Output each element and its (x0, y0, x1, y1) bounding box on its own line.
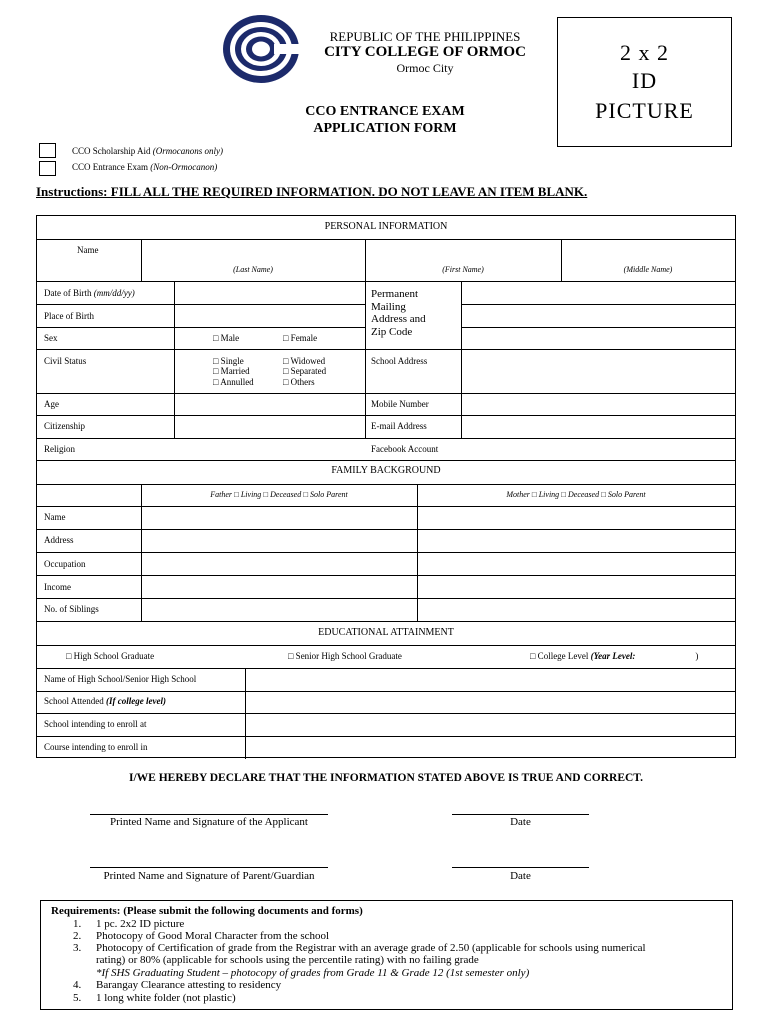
course-enroll-label: Course intending to enroll in (44, 742, 148, 752)
entrance-exam-option-label: CCO Entrance Exam (Non-Ormocanon) (72, 162, 218, 172)
req-num-1: 1. (73, 918, 82, 930)
applicant-signature-label: Printed Name and Signature of the Applicant (110, 816, 308, 828)
citizenship-label: Citizenship (44, 421, 85, 431)
sex-male-option[interactable]: □ Male (213, 333, 240, 343)
declaration: I/WE HEREBY DECLARE THAT THE INFORMATION STATED ABOVE IS TRUE AND CORRECT. (129, 772, 643, 784)
middle-name-caption: (Middle Name) (623, 265, 673, 274)
form-title-line2: APPLICATION FORM (313, 121, 457, 136)
form-title-line1: CCO ENTRANCE EXAM (305, 104, 465, 119)
scholarship-checkbox[interactable] (39, 143, 56, 158)
parent-date-label: Date (510, 870, 531, 882)
personal-info-heading: PERSONAL INFORMATION (324, 221, 448, 232)
req-item-4: Barangay Clearance attesting to residency (96, 979, 282, 991)
dob-label: Date of Birth (mm/dd/yy) (44, 288, 135, 298)
civil-status-label: Civil Status (44, 356, 87, 366)
applicant-date-line[interactable] (452, 814, 589, 815)
id-picture-box (557, 17, 732, 147)
hs-graduate-option[interactable]: □ High School Graduate (66, 651, 155, 661)
school-attended-label: School Attended (If college level) (44, 696, 166, 706)
pob-label: Place of Birth (44, 311, 94, 321)
req-num-2: 2. (73, 930, 82, 942)
school-enroll-label: School intending to enroll at (44, 719, 147, 729)
family-income-label: Income (44, 582, 71, 592)
family-address-label: Address (44, 535, 74, 545)
family-siblings-label: No. of Siblings (44, 604, 99, 614)
photo-size-label: 2 x 2 (620, 40, 669, 65)
req-item-3-cont: rating) or 80% (applicable for schools using the percentile rating) with no failing grade (96, 954, 479, 966)
sex-female-option[interactable]: □ Female (283, 333, 318, 343)
sex-label: Sex (44, 333, 58, 343)
parent-signature-line[interactable] (90, 867, 328, 868)
civil-annulled-option[interactable]: □ Annulled (213, 377, 254, 387)
first-name-caption: (First Name) (442, 265, 484, 274)
entrance-exam-checkbox[interactable] (39, 161, 56, 176)
facebook-label: Facebook Account (371, 444, 439, 454)
family-heading: FAMILY BACKGROUND (331, 465, 441, 476)
parent-date-line[interactable] (452, 867, 589, 868)
mother-header: Mother □ Living □ Deceased □ Solo Parent (506, 490, 646, 499)
family-occupation-label: Occupation (44, 559, 86, 569)
applicant-signature-line[interactable] (90, 814, 328, 815)
school-logo (222, 14, 300, 84)
civil-single-option[interactable]: □ Single (213, 356, 244, 366)
email-label: E-mail Address (371, 421, 427, 431)
form-table (36, 215, 736, 758)
city-name: Ormoc City (396, 61, 454, 75)
father-header: Father □ Living □ Deceased □ Solo Parent (210, 490, 348, 499)
req-num-3: 3. (73, 942, 82, 954)
religion-label: Religion (44, 444, 75, 454)
civil-separated-option[interactable]: □ Separated (283, 366, 327, 376)
instructions: Instructions: FILL ALL THE REQUIRED INFORMATION. DO NOT LEAVE AN ITEM BLANK. (36, 184, 588, 199)
last-name-caption: (Last Name) (233, 265, 273, 274)
photo-id-label: ID (631, 68, 658, 93)
req-item-1: 1 pc. 2x2 ID picture (96, 918, 185, 930)
family-name-label: Name (44, 512, 66, 522)
name-label: Name (77, 245, 99, 255)
school-address-label: School Address (371, 356, 428, 366)
requirements-box (40, 900, 733, 1010)
photo-picture-label: PICTURE (595, 98, 694, 123)
requirements-title: Requirements: (Please submit the following documents and forms) (51, 905, 363, 917)
education-heading: EDUCATIONAL ATTAINMENT (318, 627, 454, 638)
applicant-date-label: Date (510, 816, 531, 828)
shs-graduate-option[interactable]: □ Senior High School Graduate (288, 651, 402, 661)
req-num-5: 5. (73, 992, 82, 1004)
req-item-3: Photocopy of Certification of grade from the Registrar with an average grade of 2.50 (applicable for schools using numerical (96, 942, 646, 954)
college-level-option[interactable]: □ College Level (Year Level: ) (530, 651, 699, 661)
form-title (250, 103, 520, 137)
req-item-5: 1 long white folder (not plastic) (96, 992, 236, 1004)
parent-signature-label: Printed Name and Signature of Parent/Guardian (103, 870, 315, 882)
civil-married-option[interactable]: □ Married (213, 366, 250, 376)
mobile-label: Mobile Number (371, 399, 429, 409)
civil-others-option[interactable]: □ Others (283, 377, 315, 387)
req-num-4: 4. (73, 979, 82, 991)
mailing-address-label: Permanent Mailing Address and Zip Code (371, 288, 426, 338)
civil-widowed-option[interactable]: □ Widowed (283, 356, 326, 366)
scholarship-option-label: CCO Scholarship Aid (Ormocanons only) (72, 146, 224, 156)
req-item-2: Photocopy of Good Moral Character from the school (96, 930, 330, 942)
req-item-3-note: *If SHS Graduating Student – photocopy of grades from Grade 11 & Grade 12 (1st semester only) (96, 967, 530, 979)
age-label: Age (44, 399, 59, 409)
republic-header: REPUBLIC OF THE PHILIPPINES (329, 29, 521, 44)
hs-name-label: Name of High School/Senior High School (44, 674, 197, 684)
college-name: CITY COLLEGE OF ORMOC (324, 44, 526, 60)
